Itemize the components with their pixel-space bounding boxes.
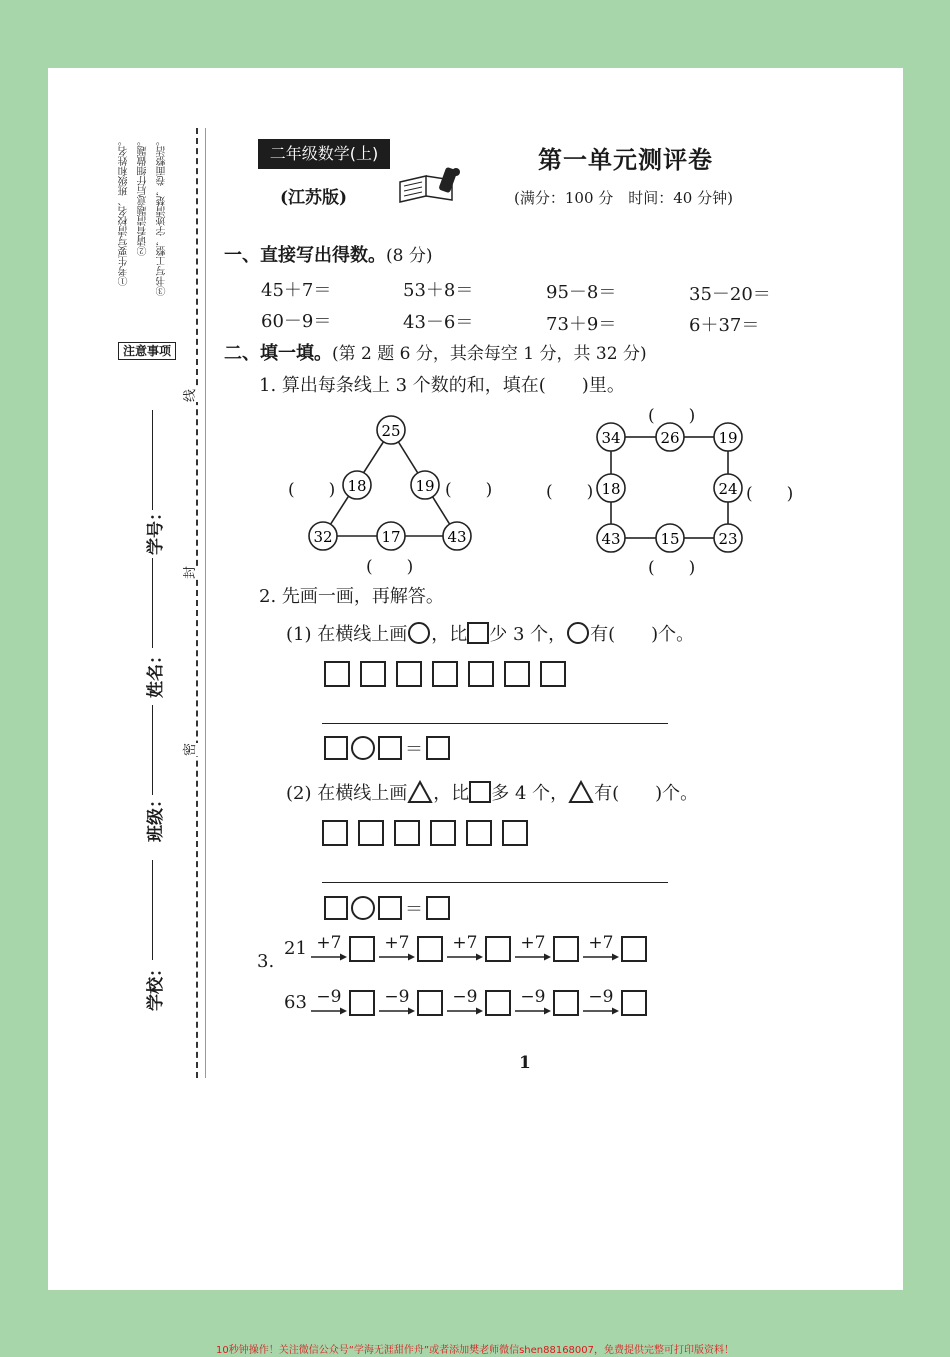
equation-8: 6＋37＝ (689, 315, 760, 336)
sq-node-mr-value: 24 (718, 480, 738, 498)
chain1-answer-box[interactable] (621, 936, 647, 962)
question-2-2-part1 (286, 620, 694, 646)
sq-node-br-value: 23 (718, 530, 738, 548)
part1-mid1: ，比 (431, 624, 468, 645)
arrow-right-icon (310, 952, 348, 962)
square-shape (324, 661, 350, 687)
square-icon (467, 622, 489, 644)
square-shape (358, 820, 384, 846)
chain1-answer-box[interactable] (485, 936, 511, 962)
square-shape (504, 661, 530, 687)
chain1-op-label: +7 (384, 933, 410, 953)
chain2-op-label: −9 (452, 987, 478, 1007)
tri-node-left-value: 18 (347, 477, 367, 495)
sq-node-tl-value: 34 (601, 429, 621, 447)
arrow-right-icon (378, 1006, 416, 1016)
field-school: 学校： (146, 960, 166, 1011)
chain1-step (309, 934, 349, 962)
sq-node-br (714, 524, 742, 552)
tri-answer-bottom[interactable]: ( ) (366, 557, 414, 577)
arrow-right-icon (446, 952, 484, 962)
chain2-answer-box[interactable] (553, 990, 579, 1016)
part1-drawing-line[interactable] (322, 723, 668, 724)
section1-score: (8 分) (386, 246, 433, 266)
page-title: 第一单元测评卷 (538, 145, 713, 174)
note-item-3: ③书写工整，字迹清楚，卷面整洁。 (157, 136, 168, 296)
book-icon (396, 166, 466, 210)
square-shape (466, 820, 492, 846)
formula-box[interactable] (378, 896, 402, 920)
chain-minus-9 (284, 988, 649, 1016)
sq-node-tm (656, 423, 684, 451)
sq-answer-right[interactable]: ( ) (746, 484, 794, 504)
formula-result-box[interactable] (426, 736, 450, 760)
equation-6: 43－6＝ (403, 312, 474, 333)
circle-icon (567, 622, 589, 644)
chain1-step (513, 934, 553, 962)
part1-mid2: 少 3 个， (489, 624, 567, 645)
square-shape (396, 661, 422, 687)
formula-operator-circle[interactable] (351, 736, 375, 760)
equation-1: 45＋7＝ (261, 280, 332, 301)
seal-mark-secret: 密 (179, 743, 198, 756)
section1-title: 一、直接写出得数。 (224, 245, 386, 266)
sq-node-bm (656, 524, 684, 552)
seal-mark-seal: 封 (179, 566, 198, 579)
part2-pre: (2) 在横线上画 (286, 783, 408, 804)
chain1-op-label: +7 (520, 933, 546, 953)
edition-label: (江苏版) (280, 188, 348, 208)
part2-mid2: 多 4 个， (491, 783, 569, 804)
chain1-op-label: +7 (452, 933, 478, 953)
triangle-icon (407, 780, 433, 804)
chain1-op-label: +7 (588, 933, 614, 953)
field-school-line (152, 860, 153, 960)
tri-node-bm (377, 522, 405, 550)
page-number: 1 (519, 1053, 531, 1073)
binding-line (196, 128, 198, 1078)
tri-node-br-value: 43 (447, 528, 467, 546)
chain1-answer-box[interactable] (349, 936, 375, 962)
chain1-step (377, 934, 417, 962)
chain2-step (377, 988, 417, 1016)
formula-equals: ＝ (405, 899, 423, 920)
chain1-answer-box[interactable] (417, 936, 443, 962)
square-shape (502, 820, 528, 846)
sq-node-bl-value: 43 (601, 530, 621, 548)
question-2-2-part2 (286, 779, 698, 805)
tri-node-br (443, 522, 471, 550)
part1-post: 有( )个。 (590, 624, 695, 645)
sq-answer-bottom[interactable]: ( ) (648, 558, 696, 578)
chain2-step (581, 988, 621, 1016)
part2-squares (322, 820, 528, 846)
square-shape (394, 820, 420, 846)
tri-node-right-value: 19 (415, 477, 435, 495)
square-shape (432, 661, 458, 687)
chain2-step (513, 988, 553, 1016)
section1-heading (224, 241, 432, 267)
formula-box[interactable] (324, 896, 348, 920)
notes-heading: 注意事项 (118, 342, 176, 360)
part2-mid1: ，比 (433, 783, 470, 804)
equation-4: 35－20＝ (689, 284, 771, 305)
chain2-answer-box[interactable] (621, 990, 647, 1016)
arrow-right-icon (310, 1006, 348, 1016)
sq-node-tm-value: 26 (660, 429, 680, 447)
exam-meta: (满分：100 分 时间：40 分钟) (514, 189, 733, 207)
arrow-right-icon (582, 952, 620, 962)
part1-pre: (1) 在横线上画 (286, 624, 408, 645)
chain2-op-label: −9 (316, 987, 342, 1007)
tri-node-left (343, 471, 371, 499)
square-shape (540, 661, 566, 687)
square-shape (360, 661, 386, 687)
square-shape (322, 820, 348, 846)
chain2-answer-box[interactable] (417, 990, 443, 1016)
tri-node-bl (309, 522, 337, 550)
arrow-right-icon (446, 1006, 484, 1016)
chain1-step (445, 934, 485, 962)
tri-node-bl-value: 32 (313, 528, 333, 546)
chain2-op-label: −9 (384, 987, 410, 1007)
grade-badge: 二年级数学(上) (258, 139, 390, 169)
sq-node-tr-value: 19 (718, 429, 738, 447)
tri-answer-left[interactable]: ( ) (288, 480, 336, 500)
question-2-1: 1. 算出每条线上 3 个数的和，填在( )里。 (259, 375, 625, 396)
tri-node-top-value: 25 (381, 422, 401, 440)
formula-box[interactable] (324, 736, 348, 760)
square-icon (469, 781, 491, 803)
arrow-right-icon (514, 1006, 552, 1016)
question-2-3-label: 3. (257, 951, 275, 972)
chain1-step (581, 934, 621, 962)
tri-node-top (377, 416, 405, 444)
part1-formula (324, 735, 450, 761)
sq-node-tl (597, 423, 625, 451)
section2-title: 二、填一填。 (224, 343, 332, 364)
section2-heading (224, 339, 647, 365)
arrow-right-icon (582, 1006, 620, 1016)
tri-node-bm-value: 17 (381, 528, 401, 546)
equation-5: 60－9＝ (261, 311, 332, 332)
part1-squares (324, 661, 566, 687)
arrow-right-icon (378, 952, 416, 962)
part2-drawing-line[interactable] (322, 882, 668, 883)
equation-7: 73＋9＝ (546, 314, 617, 335)
question-2-2: 2. 先画一画，再解答。 (259, 586, 444, 607)
part2-formula (324, 895, 450, 921)
tri-answer-right[interactable]: ( ) (445, 480, 493, 500)
circle-icon (408, 622, 430, 644)
square-shape (430, 820, 456, 846)
note-item-1: ①考生要写清校名、班级和姓名。 (119, 136, 130, 286)
formula-result-box[interactable] (426, 896, 450, 920)
chain2-step (445, 988, 485, 1016)
field-class: 班级： (146, 791, 166, 842)
field-student-id: 学号： (146, 504, 166, 555)
chain-plus-7 (284, 934, 649, 962)
sq-node-bm-value: 15 (660, 530, 680, 548)
sq-node-tr (714, 423, 742, 451)
chain2-answer-box[interactable] (349, 990, 375, 1016)
field-name: 姓名： (146, 647, 166, 698)
chain2-op-label: −9 (588, 987, 614, 1007)
triangle-icon (568, 780, 594, 804)
note-item-2: ②请看清题意后仔细做题。 (138, 136, 149, 256)
field-class-line (152, 705, 153, 795)
sq-node-ml-value: 18 (601, 480, 621, 498)
equation-3: 95－8＝ (546, 282, 617, 303)
formula-box[interactable] (378, 736, 402, 760)
sq-node-mr (714, 474, 742, 502)
section2-score: (第 2 题 6 分，其余每空 1 分，共 32 分) (332, 344, 647, 364)
equation-2: 53＋8＝ (403, 280, 474, 301)
seal-mark-line: 线 (179, 389, 198, 402)
chain2-start: 63 (284, 992, 307, 1013)
sq-answer-left[interactable]: ( ) (546, 482, 594, 502)
field-name-line (152, 558, 153, 648)
arrow-right-icon (514, 952, 552, 962)
chain2-answer-box[interactable] (485, 990, 511, 1016)
chain2-step (309, 988, 349, 1016)
chain1-answer-box[interactable] (553, 936, 579, 962)
sq-answer-top[interactable]: ( ) (648, 406, 696, 426)
field-student-id-line (152, 410, 153, 510)
binding-solid-line (205, 128, 206, 1078)
square-shape (468, 661, 494, 687)
sq-node-ml (597, 474, 625, 502)
footer-promo: 10秒钟操作！关注微信公众号“学海无涯甜作舟”或者添加樊老师微信shen88168007，免费提供完整可打印版资料！ (215, 1345, 735, 1356)
formula-operator-circle[interactable] (351, 896, 375, 920)
square-diagram (596, 420, 746, 555)
chain2-op-label: −9 (520, 987, 546, 1007)
notes-box (118, 130, 178, 366)
part2-post: 有( )个。 (594, 783, 699, 804)
chain1-start: 21 (284, 938, 307, 959)
sq-node-bl (597, 524, 625, 552)
formula-equals: ＝ (405, 739, 423, 760)
tri-node-right (411, 471, 439, 499)
chain1-op-label: +7 (316, 933, 342, 953)
